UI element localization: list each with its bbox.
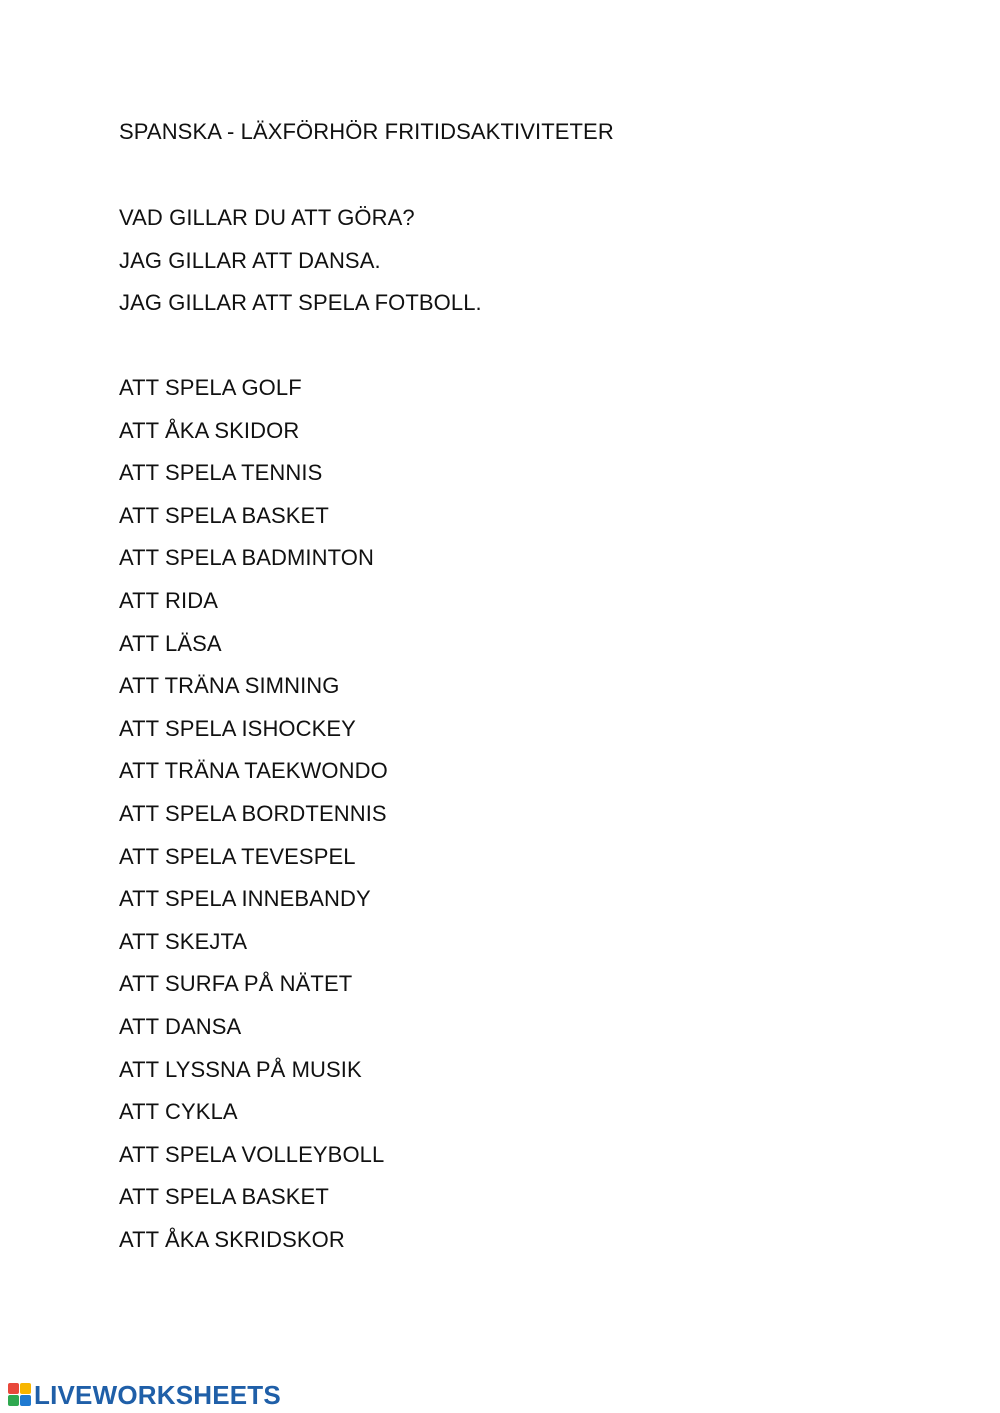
activity-item: ATT ÅKA SKIDOR (119, 417, 300, 443)
activity-item: ATT SPELA BORDTENNIS (119, 800, 387, 826)
activity-item: ATT SPELA TEVESPEL (119, 843, 356, 869)
activity-item: ATT SURFA PÅ NÄTET (119, 971, 353, 997)
example-answer-2: JAG GILLAR ATT SPELA FOTBOLL. (119, 290, 482, 315)
page-title: SPANSKA - LÄXFÖRHÖR FRITIDSAKTIVITETER (119, 119, 614, 144)
activity-item: ATT SPELA VOLLEYBOLL (119, 1141, 385, 1167)
activities-list (119, 375, 388, 1269)
activity-item: ATT ÅKA SKRIDSKOR (119, 1226, 345, 1252)
activity-item: ATT TRÄNA SIMNING (119, 673, 340, 699)
liveworksheets-logo (8, 1382, 281, 1408)
activity-item: ATT SPELA BASKET (119, 1184, 329, 1210)
activity-item: ATT SPELA BADMINTON (119, 545, 374, 571)
activity-item: ATT SPELA INNEBANDY (119, 886, 371, 912)
activity-item: ATT SPELA TENNIS (119, 460, 323, 486)
activity-item: ATT CYKLA (119, 1099, 238, 1125)
logo-text: LIVEWORKSHEETS (34, 1380, 281, 1410)
example-answer-1: JAG GILLAR ATT DANSA. (119, 248, 381, 273)
activity-item: ATT SPELA BASKET (119, 502, 329, 528)
activity-item: ATT SPELA GOLF (119, 375, 302, 400)
activity-item: ATT LYSSNA PÅ MUSIK (119, 1056, 362, 1082)
activity-item: ATT SKEJTA (119, 928, 248, 954)
question-text: VAD GILLAR DU ATT GÖRA? (119, 205, 415, 230)
liveworksheets-logo-icon (8, 1383, 32, 1407)
activity-item: ATT SPELA ISHOCKEY (119, 715, 356, 741)
activity-item: ATT TRÄNA TAEKWONDO (119, 758, 388, 784)
activity-item: ATT DANSA (119, 1013, 242, 1039)
activity-item: ATT LÄSA (119, 630, 222, 656)
activity-item: ATT RIDA (119, 587, 218, 613)
